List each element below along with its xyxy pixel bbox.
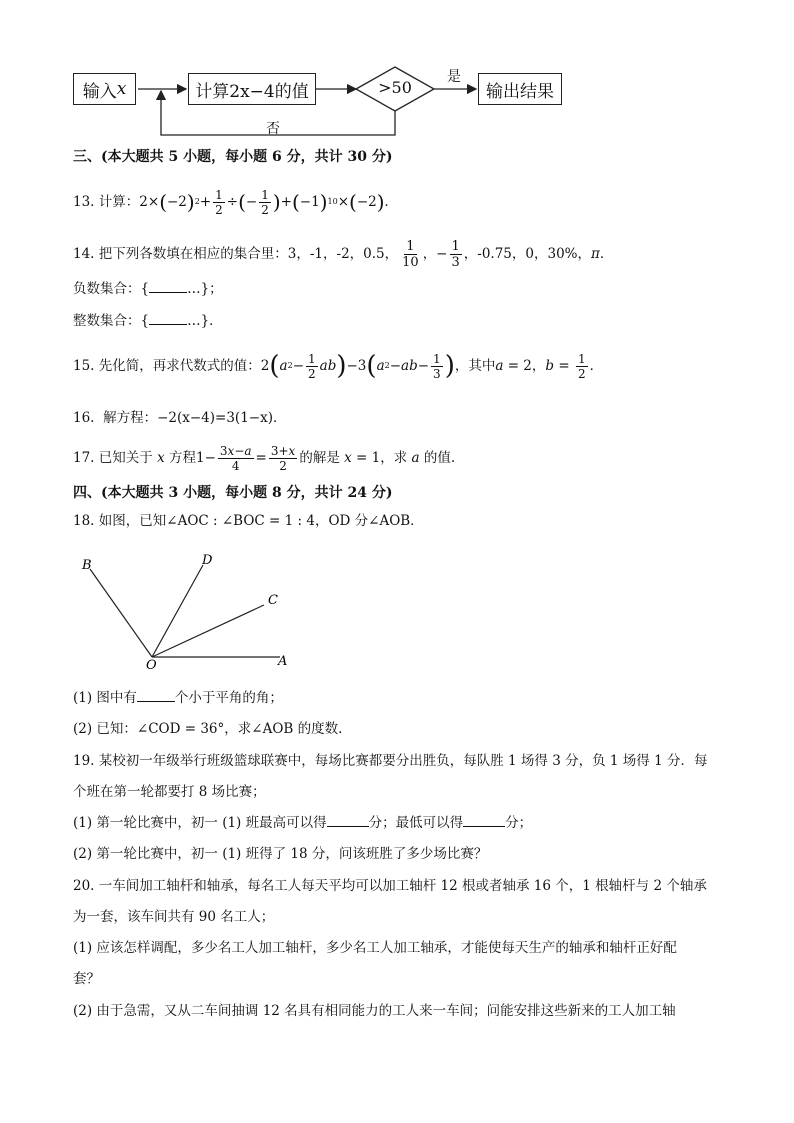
question-16	[73, 409, 286, 427]
input-variable: x	[116, 79, 127, 99]
input-box	[73, 73, 136, 105]
q18-part1-blank[interactable]	[137, 689, 175, 702]
q19-max-blank[interactable]	[327, 814, 369, 827]
q14-integer-set	[73, 312, 223, 330]
compute-box	[188, 73, 316, 105]
q14-end: ．	[599, 246, 614, 262]
q16-equation: −2(x−4)=3(1−x)	[157, 410, 273, 426]
label-A: A	[278, 654, 288, 669]
q15-text: 先化简，再求代数式的值：	[98, 358, 261, 374]
q19-part1	[73, 814, 532, 832]
integer-set-blank[interactable]	[149, 312, 187, 325]
q17-equation: 1− $\frac{3x-a}{4}$ = $\frac{3+x}{2}$	[195, 443, 296, 473]
section4-heading: 四、(本大题共 3 小题，每小题 8 分，共计 24 分)	[73, 485, 393, 501]
compute-label: 计算2x−4的值	[195, 81, 309, 102]
q13-number: 13.	[73, 194, 95, 210]
q14-text: 把下列各数填在相应的集合里：3，-1，-2，0.5，	[98, 246, 399, 262]
q18-part1-text-b: 个小于平角的角；	[174, 690, 283, 706]
input-label: 输入	[82, 81, 117, 102]
negative-set-label: 负数集合：{	[73, 281, 150, 297]
q15-where: ，其中	[454, 358, 496, 374]
q17-text2: 方程	[168, 450, 196, 466]
q18-text: 如图，已知∠AOC : ∠BOC = 1 : 4，OD 分∠AOB．	[98, 513, 424, 529]
q14-negative-set	[73, 280, 223, 298]
q19-line2: 个班在第一轮都要打 8 场比赛；	[73, 784, 266, 800]
q18-part1-text-a: (1) 图中有	[73, 690, 137, 706]
q18-part2: (2) 已知：∠COD = 36°，求∠AOB 的度数.	[73, 721, 343, 737]
q15-end: ．	[589, 358, 604, 374]
q14-tail: ，-0.75，0，30%，	[463, 246, 591, 262]
q17-text4: ，求	[380, 450, 408, 466]
ray-OD	[152, 565, 203, 657]
negative-set-end: …}；	[187, 281, 223, 297]
angle-figure	[70, 545, 310, 675]
question-18	[73, 512, 424, 530]
ray-OB	[90, 569, 152, 657]
q17-number: 17.	[73, 450, 95, 466]
question-15	[73, 348, 603, 384]
output-label: 输出结果	[486, 81, 554, 102]
label-O: O	[146, 658, 157, 673]
q13-text: 计算：	[98, 194, 140, 210]
q14-number: 14.	[73, 246, 95, 262]
q20-part2: (2) 由于急需，又从二车间抽调 12 名具有相同能力的工人来一车间；问能安排这些新来的工人加工轴	[73, 1003, 676, 1019]
ray-OC	[152, 605, 264, 657]
q17-text1: 已知关于	[98, 450, 153, 466]
q19-line1: 19. 某校初一年级举行班级篮球联赛中，每场比赛都要分出胜负，每队胜 1 场得 3 分，负 1 场得 1 分．每	[73, 753, 708, 769]
q19-min-blank[interactable]	[463, 814, 505, 827]
q14-pi: π	[591, 246, 600, 262]
q16-end: ．	[272, 410, 287, 426]
label-C: C	[268, 593, 278, 608]
yes-label: 是	[447, 69, 461, 85]
q15-values: a = 2， b = $\frac{1}{2}$	[495, 351, 586, 381]
q19-part1-text-c: 分；	[505, 815, 533, 831]
label-B: B	[82, 558, 92, 573]
negative-set-blank[interactable]	[149, 280, 187, 293]
question-13	[73, 187, 398, 217]
no-label: 否	[266, 121, 280, 137]
q20-line1: 20. 一车间加工轴杆和轴承，每名工人每天平均可以加工轴杆 12 根或者轴承 16 个，1 根轴杆与 2 个轴承	[73, 878, 707, 894]
q14-mid: ，−	[422, 246, 448, 262]
q18-number: 18.	[73, 513, 95, 529]
q20-line2: 为一套，该车间共有 90 名工人；	[73, 909, 275, 925]
q19-part1-text-a: (1) 第一轮比赛中，初一 (1) 班最高可以得	[73, 815, 327, 831]
q20-part1b: 套？	[73, 971, 100, 987]
q20-part1a: (1) 应该怎样调配，多少名工人加工轴杆，多少名工人加工轴承，才能使每天生产的轴承和轴杆正好配	[73, 940, 677, 956]
q19-part2: (2) 第一轮比赛中，初一 (1) 班得了 18 分，问该班胜了多少场比赛？	[73, 846, 488, 862]
integer-set-end: …}．	[187, 313, 223, 329]
q17-text5: 的值.	[423, 450, 456, 466]
q15-expression: 2 ( a 2 − $\frac{1}{2}$ ab ) −3 ( a 2 − ab − $\frac{1}{3}$ )	[260, 351, 455, 381]
section3-heading: 三、(本大题共 5 小题，每小题 6 分，共计 30 分)	[73, 149, 393, 165]
decision-label: >50	[378, 78, 412, 97]
integer-set-label: 整数集合：{	[73, 313, 150, 329]
q16-number: 16.	[73, 410, 95, 426]
question-14	[73, 238, 613, 270]
q15-number: 15.	[73, 358, 95, 374]
q19-part1-text-b: 分；最低可以得	[368, 815, 464, 831]
q13-expression: 2× ( −2 ) 2 + $\frac{1}{2}$ ÷ ( − $\frac{1}{2}$ ) + ( −1 ) 10 × ( −2 ) ．	[139, 187, 399, 217]
q14-fraction-1-10: $\frac{1}{10}$	[402, 238, 419, 270]
question-17: 17. 已知关于 x 方程 1− $\frac{3x-a}{4}$ = $\frac{3+x}{2}$ 的解是 x = 1 ，求 a 的值.	[73, 443, 456, 473]
q14-fraction-1-3: $\frac{1}{3}$	[451, 238, 460, 270]
label-D: D	[202, 553, 213, 568]
q18-part1	[73, 689, 283, 707]
output-box	[478, 73, 562, 105]
q16-text: 解方程：	[103, 410, 158, 426]
q17-text3: 的解是	[299, 450, 340, 466]
